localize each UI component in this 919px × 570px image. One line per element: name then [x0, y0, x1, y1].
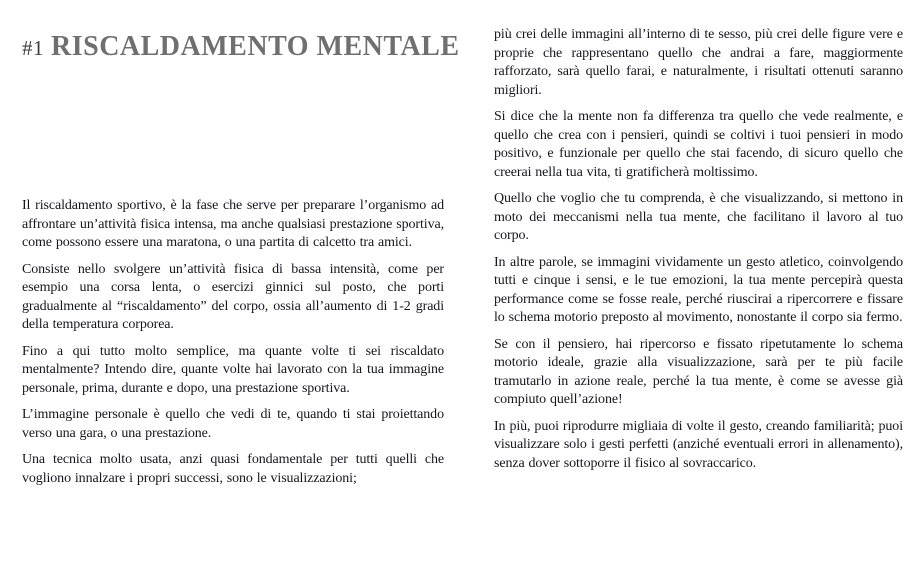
paragraph: Quello che voglio che tu comprenda, è che visualizzando, si mettono in moto dei meccanismi nella tua mente, che facilitano il lavoro al tuo corpo.: [494, 191, 903, 243]
right-column-paragraphs: [494, 26, 903, 473]
chapter-title-text: RISCALDAMENTO MENTALE: [51, 31, 460, 62]
paragraph: In più, puoi riprodurre migliaia di volte il gesto, creando familiarità; puoi visualizzare solo i gesti perfetti (anziché eventuali errori in allenamento), senza dover sottoporre il fisico al sovraccarico.: [494, 418, 903, 471]
left-column-paragraphs: [22, 197, 444, 488]
paragraph: Fino a qui tutto molto semplice, ma quante volte ti sei riscaldato mentalmente? Intendo dire, quante volte hai lavorato con la tua immagine personale, prima, durante e dopo, una prestazione sportiva.: [22, 343, 444, 396]
paragraph: In altre parole, se immagini vividamente un gesto atletico, coinvolgendo tutti e cinque i sensi, e le tue emozioni, la tua mente percepirà questa performance come se fosse reale, perché riuscirai a ripercorrere e fissare lo schema motorio preposto al movimento, nonostante il corpo sia fermo.: [494, 254, 903, 325]
paragraph: L’immagine personale è quello che vedi di te, quando ti stai proiettando verso una gara, o una prestazione.: [22, 407, 444, 441]
right-column: [494, 26, 903, 481]
paragraph: Se con il pensiero, hai ripercorso e fissato ripetutamente lo schema motorio ideale, grazie alla visualizzazione, sarà per te più facile tramutarlo in azione reale, perché la tua mente, è come se avesse già compiuto quell’azione!: [494, 336, 903, 407]
paragraph: Una tecnica molto usata, anzi quasi fondamentale per tutti quelli che vogliono innalzare i propri successi, sono le visualizzazioni;: [22, 452, 444, 486]
paragraph: Il riscaldamento sportivo, è la fase che serve per preparare l’organismo ad affrontare un’attività fisica intensa, ma anche qualsiasi prestazione sportiva, come possono essere una maratona, o una partita di calcetto tra amici.: [22, 198, 444, 250]
page-title: [22, 28, 460, 64]
paragraph: Consiste nello svolgere un’attività fisica di bassa intensità, come per esempio una corsa lenta, o esercizi ginnici sul posto, che porti gradualmente al “riscaldamento” del corpo, ossia all’aumento di 1-2 gradi della temperatura corporea.: [22, 261, 444, 332]
paragraph: più crei delle immagini all’interno di te sesso, più crei delle figure vere e proprie che rappresentano quello che andrai a fare, maggiormente rafforzato, sarà quello farai, e naturalmente, i risultati ottenuti saranno migliori.: [494, 27, 903, 98]
paragraph: Si dice che la mente non fa differenza tra quello che vede realmente, e quello che crea con i pensieri, quindi se coltivi i tuoi pensieri in modo positivo, e funzionale per quello che stai facendo, di sicuro quello che creerai nella tua vita, ti gratificherà moltissimo.: [494, 109, 903, 180]
left-column: [22, 28, 460, 496]
chapter-number: #1: [22, 36, 44, 60]
